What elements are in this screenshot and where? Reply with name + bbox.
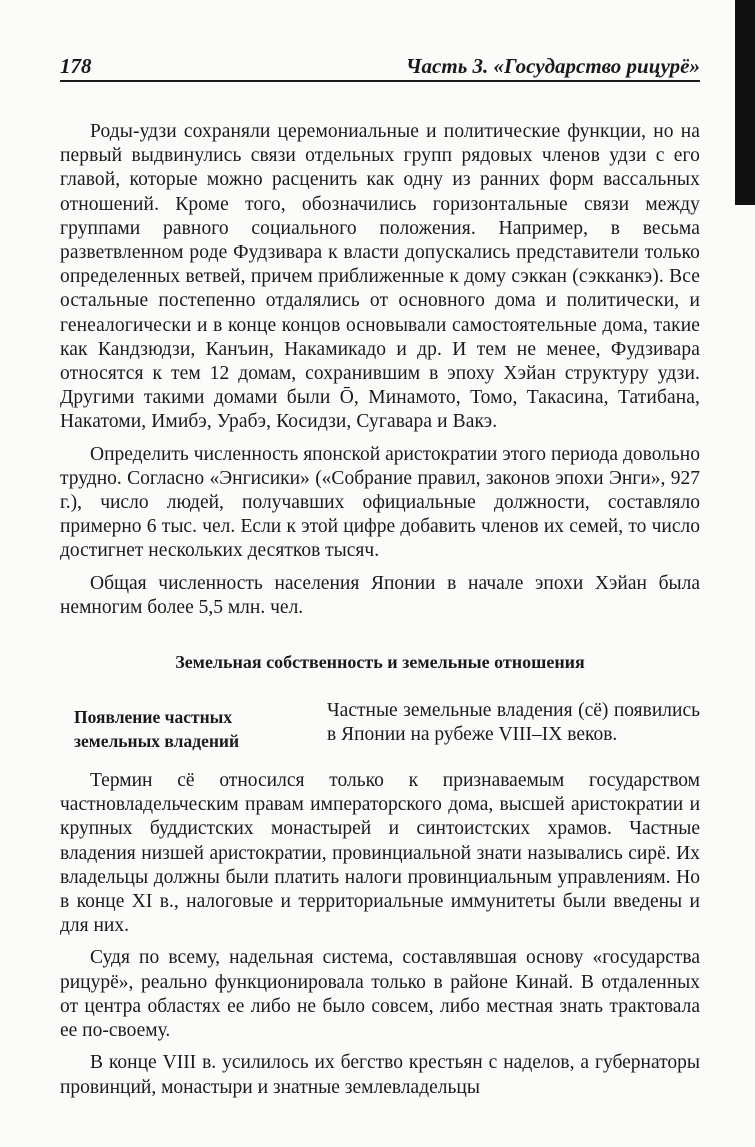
subsection-lead-text: Частные земельные владения (сё) появились в Японии на рубеже VIII–IX веков. [327,700,700,746]
paragraph: Общая численность населения Японии в начале эпохи Хэйан была немногим более 5,5 млн. чел. [60,572,700,618]
subsection-heading: Появление частных земельных владений [74,707,240,752]
section-heading: Земельная собственность и земельные отношения [175,652,585,673]
page-body [60,120,700,1108]
paragraph: Термин сё относился только к признаваемым государством частновладельческим правам императорского дома, высшей аристократии и крупных буддистских монастырей и синтоистских храмов. Частные владения низшей аристократии, провинциальной знати назывались сирё. Их владельцы должны были платить налоги провинциальным управлениям. Но в конце XI в., налоговые и территориальные иммунитеты были введены и для них. [60,770,700,937]
scan-edge-shadow [735,0,755,205]
paragraph: Определить численность японской аристократии этого периода довольно трудно. Согласно «Энгисики» («Собрание правил, законов эпохи Энги», 927 г.), число людей, получавших официальные должности, составляло примерно 6 тыс. чел. Если к этой цифре добавить членов их семей, то число достигнет нескольких десятков тысяч. [60,443,700,562]
paragraph: В конце VIII в. усилилось их бегство крестьян с наделов, а губернаторы провинций, монастыри и знатные землевладельцы [60,1052,700,1098]
subsection-block [60,699,700,769]
paragraph: Судя по всему, надельная система, составлявшая основу «государства рицурё», реально функционировала только в районе Кинай. В отдаленных от центра областях ее либо не было совсем, либо местная знать трактовала ее по-своему. [60,947,700,1042]
page-header [60,52,700,82]
page-number: 178 [60,54,92,78]
running-title: Часть 3. «Государство рицурё» [405,54,700,78]
paragraph: Роды-удзи сохраняли церемониальные и политические функции, но на первый выдвинулись связи отдельных групп рядовых членов удзи с его главой, которые можно расценить как одну из ранних форм вассальных отношений. Кроме того, обозначились горизонтальные связи между группами равного социального положения. Например, в весьма разветвленном роде Фудзивара к власти допускались представители только определенных ветвей, причем приближенные к дому сэккан (сэкканкэ). Все остальные постепенно отдалялись от основного дома и политически, и генеалогически и в конце концов основывали самостоятельные дома, такие как Кандзюдзи, Канъин, Накамикадо и др. И тем не менее, Фудзивара относятся к тем 12 домам, сохранившим в эпоху Хэйан структуру удзи. Другими такими домами были Ō, Минамото, Томо, Такасина, Татибана, Накатоми, Имибэ, Урабэ, Косидзи, Сугавара и Вакэ. [60,121,700,433]
